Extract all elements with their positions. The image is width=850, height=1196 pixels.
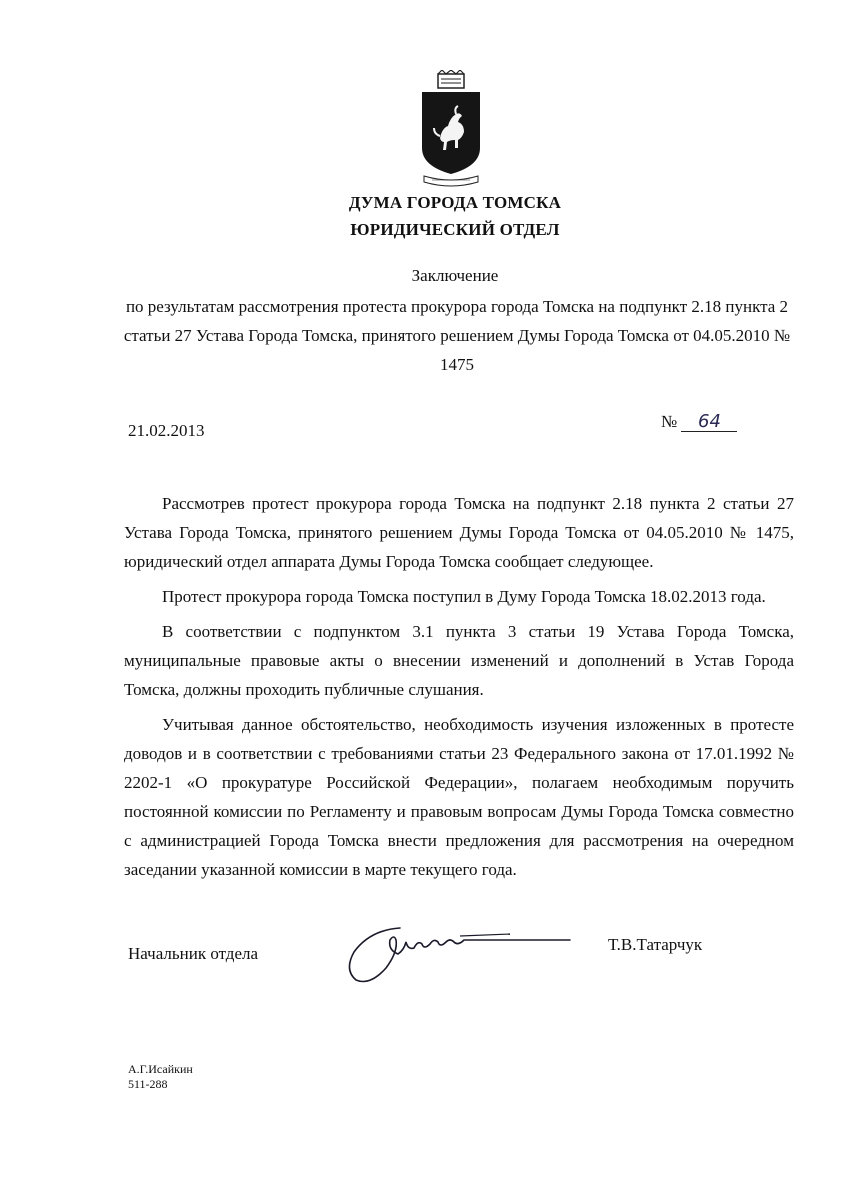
handwritten-number: 64 bbox=[681, 413, 737, 432]
body-paragraph: Рассмотрев протест прокурора города Томска на подпункт 2.18 пункта 2 статьи 27 Устава Города Томска, принятого решением Думы Города Томска от 04.05.2010 № 1475, юридический отдел аппарата Думы Города Томска сообщает следующее. bbox=[124, 494, 794, 571]
signatory-role: Начальник отдела bbox=[128, 944, 259, 963]
organization-name: ДУМА ГОРОДА ТОМСКА bbox=[348, 193, 562, 212]
body-paragraph: В соответствии с подпунктом 3.1 пункта 3 статьи 19 Устава Города Томска, муниципальные правовые акты о внесении изменений и дополнений в Устав Города Томска, должны проходить публичные слушания. bbox=[124, 622, 794, 699]
number-prefix: № bbox=[661, 412, 678, 431]
handwritten-signature-icon bbox=[340, 910, 575, 990]
executor-name: А.Г.Исайкин bbox=[128, 1062, 193, 1076]
document-body bbox=[124, 489, 794, 890]
body-paragraph: Протест прокурора города Томска поступил в Думу Города Томска 18.02.2013 года. bbox=[162, 587, 766, 606]
document-title: Заключение bbox=[411, 266, 499, 285]
document-subject: по результатам рассмотрения протеста прокурора города Томска на подпункт 2.18 пункта 2 статьи 27 Устава Города Томска, принятого решением Думы Города Томска от 04.05.2010 № 1475 bbox=[123, 297, 791, 374]
body-paragraph: Учитывая данное обстоятельство, необходимость изучения изложенных в протесте доводов и в соответствии с требованиями статьи 23 Федерального закона от 17.01.1992 № 2202-1 «О прокуратуре Российской Федерации», полагаем необходимым поручить постоянной комиссии по Регламенту и правовым вопросам Думы Города Томска совместно с администрацией Города Томска внести предложения для рассмотрения на очередном заседании указанной комиссии в марте текущего года. bbox=[124, 715, 794, 879]
signatory-name: Т.В.Татарчук bbox=[608, 935, 703, 954]
executor-info bbox=[128, 1062, 193, 1092]
city-coat-of-arms-icon bbox=[412, 70, 490, 188]
executor-phone: 511-288 bbox=[128, 1077, 168, 1091]
department-name: ЮРИДИЧЕСКИЙ ОТДЕЛ bbox=[350, 220, 560, 239]
document-date: 21.02.2013 bbox=[128, 421, 205, 440]
document-number bbox=[661, 412, 737, 432]
